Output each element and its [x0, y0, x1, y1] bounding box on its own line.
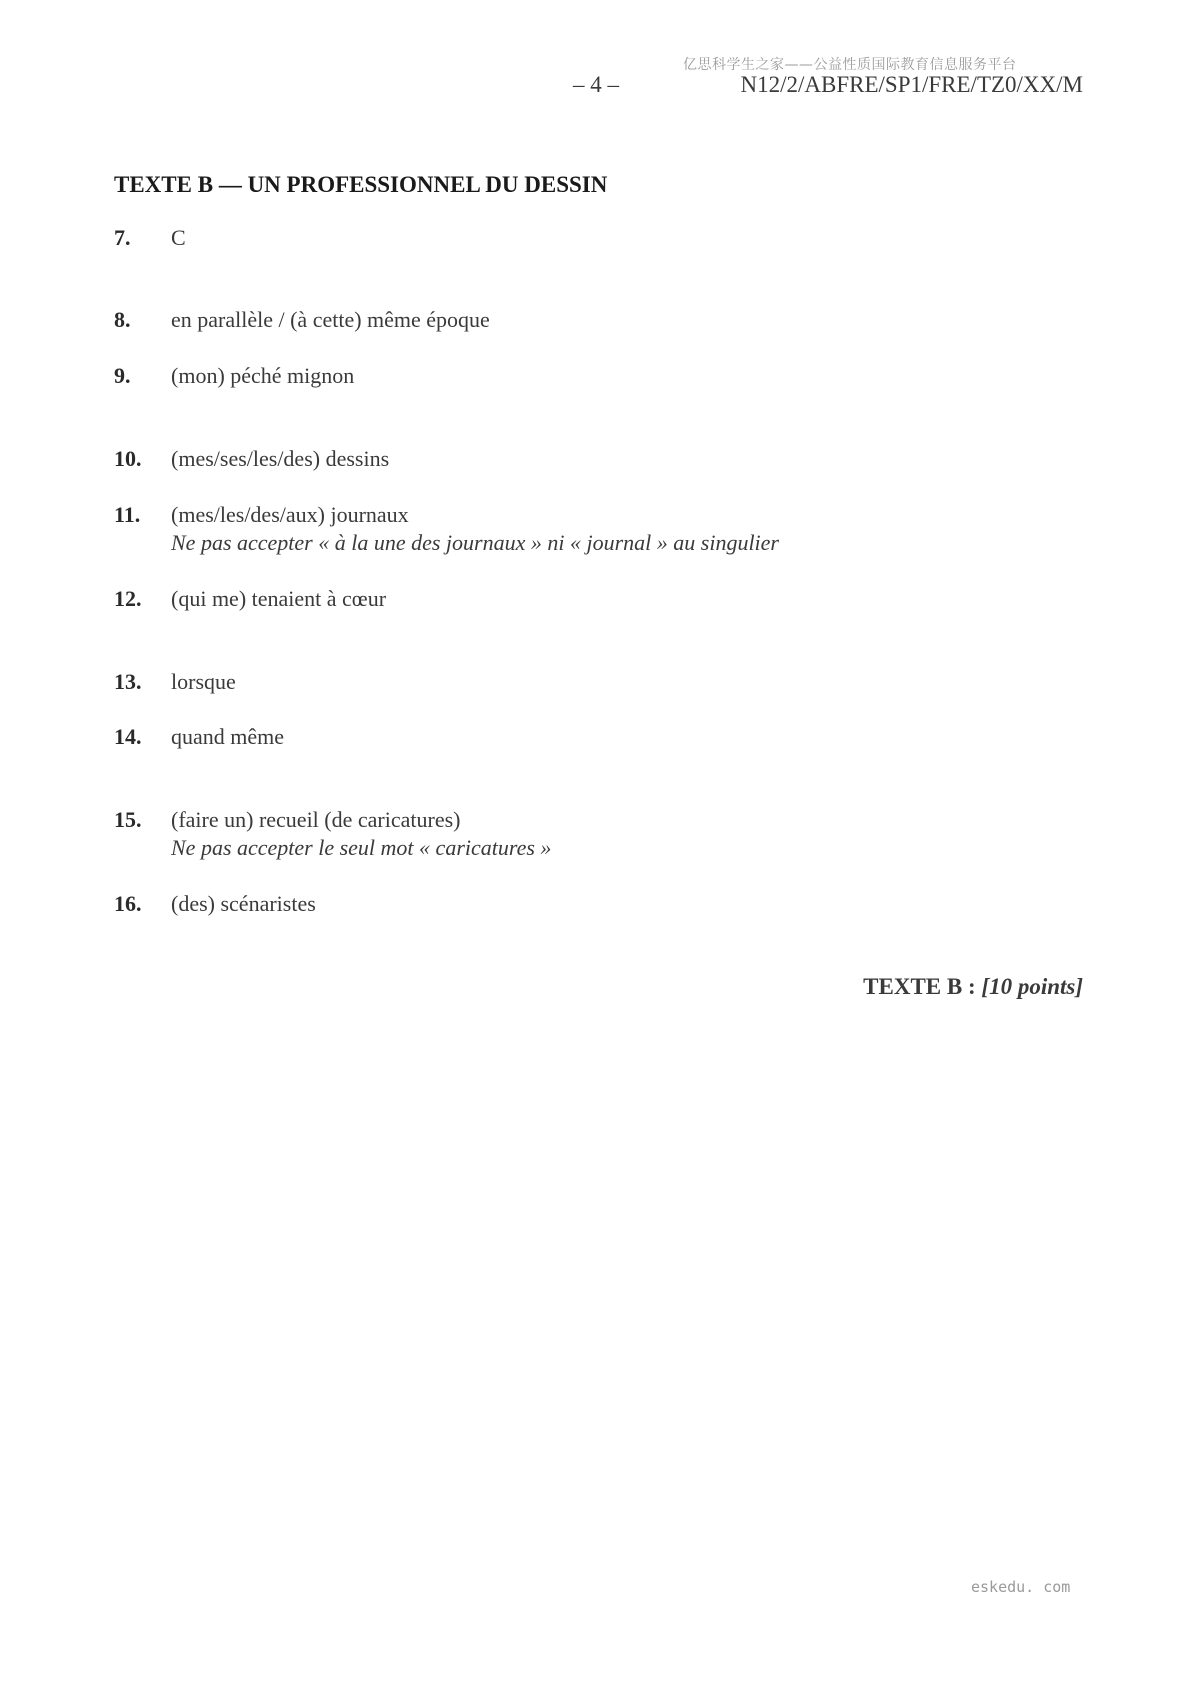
- item-number: 10.: [114, 446, 142, 471]
- item-answer: quand même: [171, 724, 285, 749]
- item-number: 12.: [114, 586, 142, 611]
- section-total: [863, 974, 1083, 1000]
- item-answer: (qui me) tenaient à cœur: [171, 586, 387, 611]
- item-number: 14.: [114, 724, 142, 749]
- item-answer: C: [171, 225, 186, 250]
- item-answer: (faire un) recueil (de caricatures): [171, 807, 461, 832]
- page-number: – 4 –: [573, 72, 619, 97]
- item-note: Ne pas accepter « à la une des journaux » ni « journal » au singulier: [171, 530, 779, 555]
- item-number: 15.: [114, 807, 142, 832]
- item-answer: (mon) péché mignon: [171, 363, 355, 388]
- item-answer: (des) scénaristes: [171, 891, 316, 916]
- document-code: N12/2/ABFRE/SP1/FRE/TZ0/XX/M: [740, 72, 1083, 97]
- item-number: 13.: [114, 669, 142, 694]
- item-number: 8.: [114, 307, 131, 332]
- item-note: Ne pas accepter le seul mot « caricatures »: [171, 835, 552, 860]
- header-watermark: 亿思科学生之家——公益性质国际教育信息服务平台: [683, 57, 1017, 73]
- item-answer: (mes/les/des/aux) journaux: [171, 502, 409, 527]
- item-answer: (mes/ses/les/des) dessins: [171, 446, 390, 471]
- item-answer: lorsque: [171, 669, 236, 694]
- total-label: TEXTE B :: [863, 974, 982, 999]
- item-number: 16.: [114, 891, 142, 916]
- footer-watermark: eskedu. com: [971, 1578, 1071, 1596]
- item-number: 9.: [114, 363, 131, 388]
- item-number: 11.: [114, 502, 141, 527]
- item-number: 7.: [114, 225, 131, 250]
- section-title: TEXTE B — UN PROFESSIONNEL DU DESSIN: [114, 172, 608, 197]
- total-points: [10 points]: [981, 974, 1083, 999]
- item-answer: en parallèle / (à cette) même époque: [171, 307, 490, 332]
